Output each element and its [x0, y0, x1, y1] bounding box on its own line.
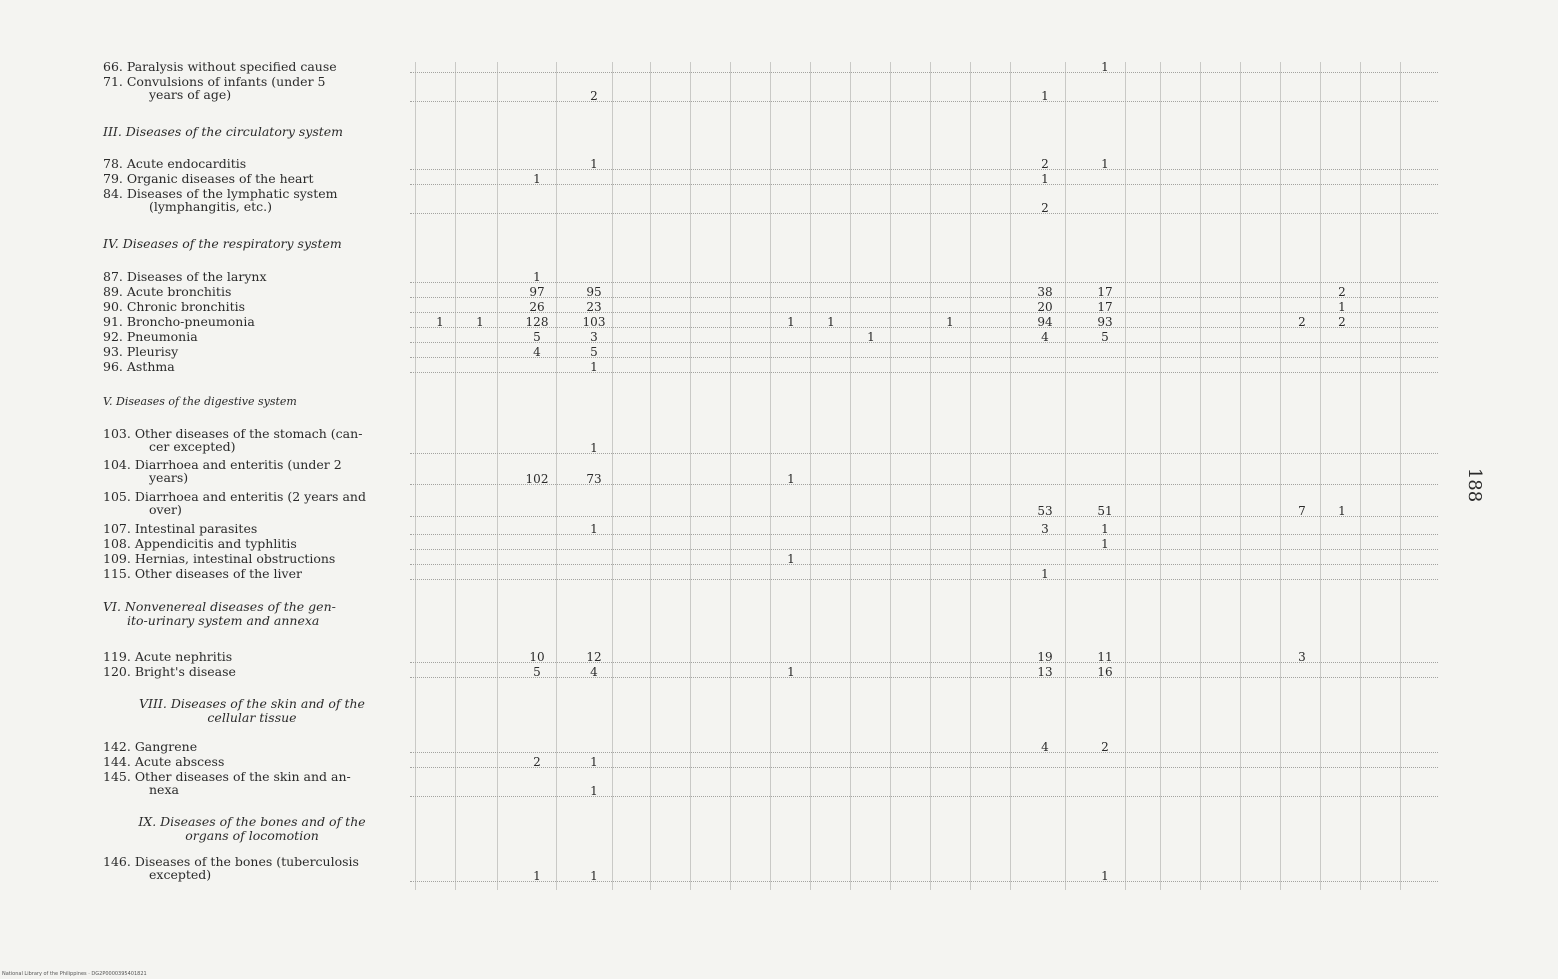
- row-label-text: Diseases of the lymphatic system: [126, 186, 338, 201]
- table-cell-value: 95: [586, 285, 602, 299]
- row-label-text: Asthma: [126, 359, 175, 374]
- column-rule: [1010, 62, 1011, 890]
- section-heading-line: IX. Diseases of the bones and of the: [138, 814, 366, 829]
- section-heading-line: IV. Diseases of the respiratory system: [103, 236, 342, 251]
- table-cell-value: 5: [1101, 330, 1109, 344]
- row-leader: [410, 372, 1438, 373]
- section-heading-line: ito-urinary system and annexa: [127, 613, 320, 628]
- row-leader: [410, 677, 1438, 678]
- section-heading: [92, 697, 412, 725]
- column-rule: [690, 62, 691, 890]
- column-rule: [850, 62, 851, 890]
- row-code: 66.: [103, 59, 127, 74]
- table-cell-value: 103: [582, 315, 606, 329]
- row-code: 146.: [103, 854, 135, 869]
- row-label-text: Convulsions of infants (under 5: [126, 74, 326, 89]
- table-cell-value: 16: [1097, 665, 1113, 679]
- row-leader: [410, 342, 1438, 343]
- row-label-text: (lymphangitis, etc.): [149, 199, 272, 214]
- row-label: [103, 270, 267, 283]
- table-cell-value: 2: [590, 89, 598, 103]
- row-label: [103, 75, 325, 101]
- column-rule: [650, 62, 651, 890]
- row-label: [103, 770, 351, 796]
- table-cell-value: 2: [1101, 740, 1109, 754]
- row-leader: [410, 534, 1438, 535]
- section-heading: [103, 125, 343, 139]
- row-label: [103, 740, 197, 753]
- row-code: 107.: [103, 521, 135, 536]
- row-code: 93.: [103, 344, 127, 359]
- section-heading-line: III. Diseases of the circulatory system: [103, 124, 344, 139]
- table-cell-value: 4: [1041, 330, 1049, 344]
- table-cell-value: 1: [590, 869, 598, 883]
- row-label-text: Diarrhoea and enteritis (2 years and: [134, 489, 366, 504]
- row-label-text: Hernias, intestinal obstructions: [134, 551, 336, 566]
- row-label: [103, 360, 175, 373]
- table-cell-value: 102: [525, 472, 549, 486]
- row-label: [103, 665, 236, 678]
- row-leader: [410, 767, 1438, 768]
- column-rule: [455, 62, 456, 890]
- column-rule: [1065, 62, 1066, 890]
- row-leader: [410, 297, 1438, 298]
- row-code: 78.: [103, 156, 127, 171]
- table-cell-value: 12: [586, 650, 602, 664]
- row-label: [103, 855, 359, 881]
- column-rule: [1200, 62, 1201, 890]
- table-cell-value: 2: [1298, 315, 1306, 329]
- column-rule: [1360, 62, 1361, 890]
- row-code: 145.: [103, 769, 135, 784]
- column-rule: [890, 62, 891, 890]
- row-label-text: Paralysis without specified cause: [126, 59, 337, 74]
- row-leader: [410, 312, 1438, 313]
- table-cell-value: 5: [533, 665, 541, 679]
- row-code: 87.: [103, 269, 127, 284]
- row-label-text: Gangrene: [134, 739, 198, 754]
- row-code: 92.: [103, 329, 127, 344]
- row-leader: [410, 101, 1438, 102]
- table-cell-value: 3: [1041, 522, 1049, 536]
- row-label: [103, 345, 178, 358]
- row-label-text: Pleurisy: [126, 344, 179, 359]
- row-code: 108.: [103, 536, 135, 551]
- table-cell-value: 1: [946, 315, 954, 329]
- table-cell-value: 1: [1101, 60, 1109, 74]
- table-cell-value: 17: [1097, 300, 1113, 314]
- row-leader: [410, 72, 1438, 73]
- row-label: [103, 650, 232, 663]
- table-cell-value: 1: [1101, 522, 1109, 536]
- table-cell-value: 17: [1097, 285, 1113, 299]
- column-rule: [930, 62, 931, 890]
- table-cell-value: 73: [586, 472, 602, 486]
- column-rule: [415, 62, 416, 890]
- section-heading: [92, 815, 412, 843]
- row-code: 115.: [103, 566, 135, 581]
- row-label-text: nexa: [149, 782, 179, 797]
- row-label-text: over): [149, 502, 182, 517]
- row-label-text: Organic diseases of the heart: [126, 171, 314, 186]
- table-cell-value: 13: [1037, 665, 1053, 679]
- table-cell-value: 53: [1037, 504, 1053, 518]
- table-cell-value: 1: [787, 552, 795, 566]
- table-cell-value: 1: [436, 315, 444, 329]
- row-code: 91.: [103, 314, 127, 329]
- row-label: [103, 315, 255, 328]
- row-code: 144.: [103, 754, 135, 769]
- row-label: [103, 755, 224, 768]
- row-code: 84.: [103, 186, 127, 201]
- row-leader: [410, 549, 1438, 550]
- table-cell-value: 20: [1037, 300, 1053, 314]
- row-label-text: Broncho-pneumonia: [126, 314, 255, 329]
- table-cell-value: 51: [1097, 504, 1113, 518]
- row-label-text: Acute nephritis: [134, 649, 233, 664]
- table-cell-value: 94: [1037, 315, 1053, 329]
- column-rule: [730, 62, 731, 890]
- table-cell-value: 2: [1041, 157, 1049, 171]
- column-rule: [1240, 62, 1241, 890]
- table-cell-value: 11: [1097, 650, 1113, 664]
- table-cell-value: 1: [1101, 157, 1109, 171]
- table-cell-value: 1: [1101, 537, 1109, 551]
- table-cell-value: 3: [590, 330, 598, 344]
- table-cell-value: 1: [827, 315, 835, 329]
- row-leader: [410, 881, 1438, 882]
- row-label: [103, 285, 231, 298]
- row-leader: [410, 579, 1438, 580]
- row-label: [103, 567, 302, 580]
- column-rule: [1400, 62, 1401, 890]
- row-label-text: cer excepted): [149, 439, 236, 454]
- table-cell-value: 1: [787, 665, 795, 679]
- row-label-text: Acute abscess: [134, 754, 225, 769]
- section-heading: [103, 237, 342, 251]
- row-label: [103, 187, 338, 213]
- table-cell-value: 1: [533, 270, 541, 284]
- row-label-text: Intestinal parasites: [134, 521, 258, 536]
- row-label-text: Other diseases of the skin and an-: [134, 769, 351, 784]
- section-heading-line: VIII. Diseases of the skin and of the: [139, 696, 365, 711]
- column-rule: [970, 62, 971, 890]
- row-label: [103, 172, 314, 185]
- column-rule: [1125, 62, 1126, 890]
- section-heading-line: VI. Nonvenereal diseases of the gen-: [103, 599, 336, 614]
- row-label-text: Acute bronchitis: [126, 284, 232, 299]
- row-leader: [410, 484, 1438, 485]
- table-cell-value: 26: [529, 300, 545, 314]
- section-heading: [103, 600, 336, 628]
- row-label-text: Pneumonia: [126, 329, 198, 344]
- row-leader: [410, 184, 1438, 185]
- section-heading-line: V. Diseases of the digestive system: [103, 395, 297, 408]
- row-code: 109.: [103, 551, 135, 566]
- row-label: [103, 490, 366, 516]
- row-leader: [410, 453, 1438, 454]
- table-cell-value: 1: [476, 315, 484, 329]
- table-cell-value: 1: [590, 157, 598, 171]
- table-cell-value: 93: [1097, 315, 1113, 329]
- page-number: 188: [1464, 467, 1485, 503]
- column-rule: [1280, 62, 1281, 890]
- table-cell-value: 1: [590, 360, 598, 374]
- row-code: 71.: [103, 74, 127, 89]
- row-label: [103, 300, 245, 313]
- row-leader: [410, 282, 1438, 283]
- table-cell-value: 1: [533, 172, 541, 186]
- table-cell-value: 1: [787, 472, 795, 486]
- row-label-text: years of age): [149, 87, 232, 102]
- row-label-text: Diarrhoea and enteritis (under 2: [134, 457, 342, 472]
- table-cell-value: 1: [533, 869, 541, 883]
- row-label: [103, 552, 335, 565]
- row-code: 96.: [103, 359, 127, 374]
- row-label: [103, 60, 337, 73]
- table-cell-value: 1: [1101, 869, 1109, 883]
- table-cell-value: 4: [590, 665, 598, 679]
- row-code: 142.: [103, 739, 135, 754]
- table-cell-value: 5: [590, 345, 598, 359]
- table-cell-value: 1: [867, 330, 875, 344]
- row-label-text: years): [149, 470, 189, 485]
- row-leader: [410, 357, 1438, 358]
- section-heading-line: cellular tissue: [207, 710, 297, 725]
- row-label-text: Diseases of the larynx: [126, 269, 267, 284]
- table-cell-value: 1: [787, 315, 795, 329]
- row-code: 89.: [103, 284, 127, 299]
- table-cell-value: 10: [529, 650, 545, 664]
- table-cell-value: 5: [533, 330, 541, 344]
- row-label-text: Acute endocarditis: [126, 156, 247, 171]
- table-cell-value: 3: [1298, 650, 1306, 664]
- table-cell-value: 2: [533, 755, 541, 769]
- row-leader: [410, 796, 1438, 797]
- section-heading: [103, 395, 297, 409]
- table-cell-value: 19: [1037, 650, 1053, 664]
- table-cell-value: 1: [1041, 172, 1049, 186]
- table-cell-value: 23: [586, 300, 602, 314]
- row-label: [103, 537, 297, 550]
- table-cell-value: 1: [590, 441, 598, 455]
- row-label-text: Chronic bronchitis: [126, 299, 246, 314]
- row-code: 104.: [103, 457, 135, 472]
- row-leader: [410, 169, 1438, 170]
- row-leader: [410, 752, 1438, 753]
- row-label: [103, 522, 257, 535]
- table-cell-value: 1: [590, 522, 598, 536]
- table-cell-value: 4: [533, 345, 541, 359]
- footer-credit: National Library of the Philippines · DG2P0000395401821: [2, 971, 147, 977]
- section-heading-line: organs of locomotion: [185, 828, 319, 843]
- table-cell-value: 1: [1338, 300, 1346, 314]
- row-code: 120.: [103, 664, 135, 679]
- table-cell-value: 1: [590, 784, 598, 798]
- row-code: 90.: [103, 299, 127, 314]
- column-rule: [1320, 62, 1321, 890]
- table-cell-value: 1: [1338, 504, 1346, 518]
- column-rule: [497, 62, 498, 890]
- row-label-text: Other diseases of the stomach (can-: [134, 426, 363, 441]
- row-label: [103, 157, 246, 170]
- table-cell-value: 38: [1037, 285, 1053, 299]
- table-cell-value: 128: [525, 315, 549, 329]
- row-label-text: excepted): [149, 867, 212, 882]
- row-leader: [410, 213, 1438, 214]
- row-code: 79.: [103, 171, 127, 186]
- column-rule: [1160, 62, 1161, 890]
- table-cell-value: 97: [529, 285, 545, 299]
- row-label: [103, 330, 198, 343]
- row-label-text: Bright's disease: [134, 664, 236, 679]
- table-cell-value: 4: [1041, 740, 1049, 754]
- row-label: [103, 458, 342, 484]
- row-code: 103.: [103, 426, 135, 441]
- row-code: 105.: [103, 489, 135, 504]
- table-cell-value: 1: [590, 755, 598, 769]
- table-cell-value: 1: [1041, 89, 1049, 103]
- table-cell-value: 7: [1298, 504, 1306, 518]
- table-cell-value: 2: [1041, 201, 1049, 215]
- row-label-text: Appendicitis and typhlitis: [134, 536, 297, 551]
- row-code: 119.: [103, 649, 135, 664]
- table-cell-value: 2: [1338, 315, 1346, 329]
- table-cell-value: 2: [1338, 285, 1346, 299]
- row-label-text: Diseases of the bones (tuberculosis: [134, 854, 359, 869]
- row-label: [103, 427, 362, 453]
- row-leader: [410, 564, 1438, 565]
- row-label-text: Other diseases of the liver: [134, 566, 302, 581]
- table-cell-value: 1: [1041, 567, 1049, 581]
